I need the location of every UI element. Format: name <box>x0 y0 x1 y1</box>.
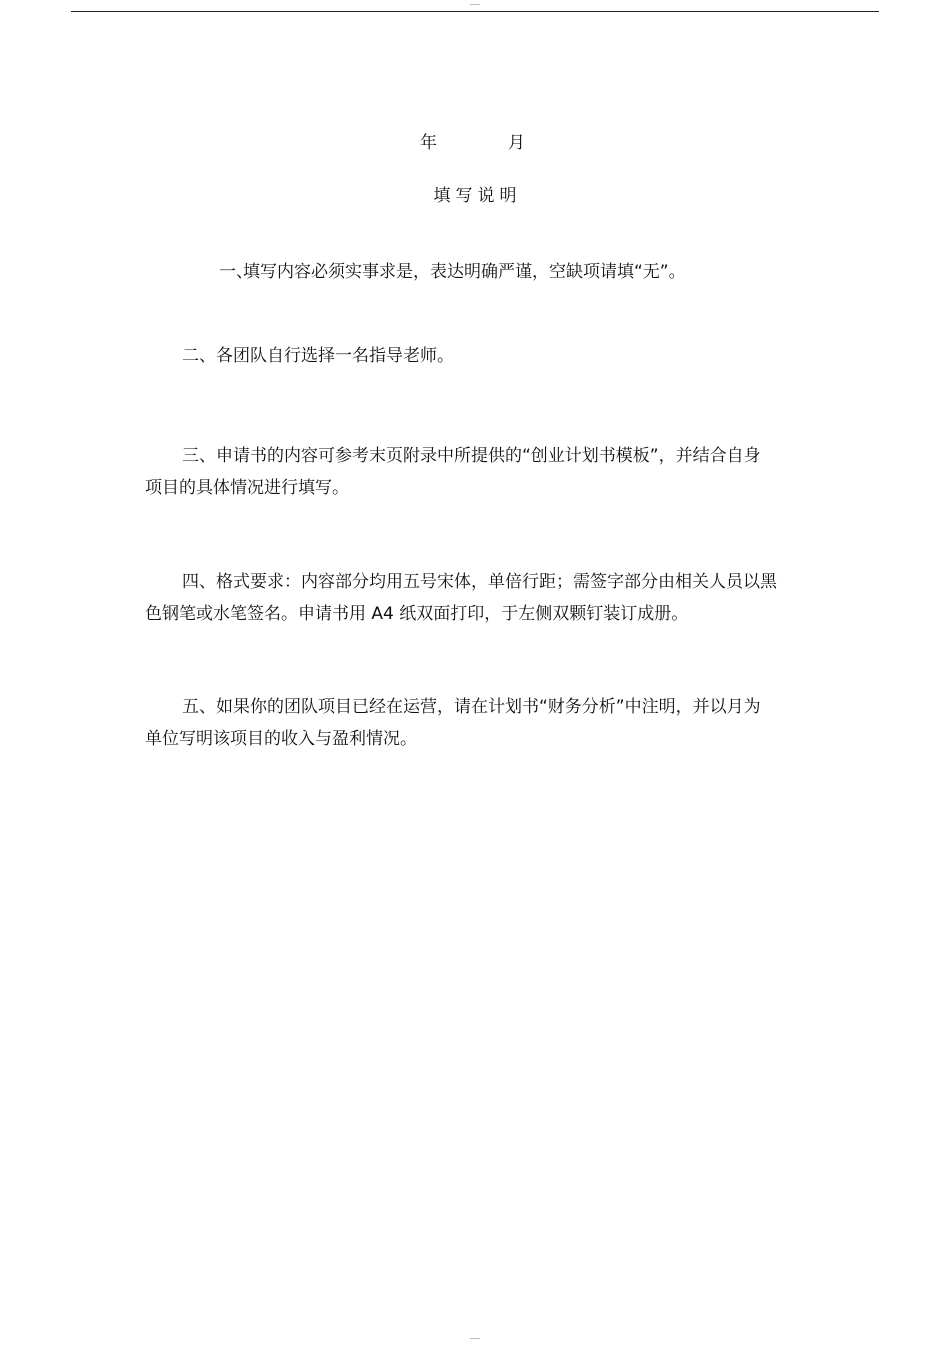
year-label: 年 <box>420 133 437 153</box>
instruction-item-1 <box>145 256 777 288</box>
instruction-item-3: 三、申请书的内容可参考末页附录中所提供的“创业计划书模板”，并结合自身项目的具体情况进行填写。 <box>145 446 761 498</box>
instruction-item-2: 二、各团队自行选择一名指导老师。 <box>182 346 454 366</box>
instruction-item-1-text: 填写内容必须实事求是，表达明确严谨，空缺项请填“无”。 <box>243 262 686 282</box>
footer-marker <box>470 1338 480 1339</box>
instruction-item-4: 四、格式要求：内容部分均用五号宋体，单倍行距；需签字部分由相关人员以黑色钢笔或水笔签名。申请书用 A4 纸双面打印，于左侧双颗钉装订成册。 <box>145 572 777 624</box>
page-title: 填写说明 <box>433 186 522 206</box>
month-label: 月 <box>508 133 525 153</box>
header-rule <box>71 11 879 12</box>
header-marker <box>470 4 480 5</box>
instruction-item-5: 五、如果你的团队项目已经在运营，请在计划书“财务分析”中注明，并以月为单位写明该项目的收入与盈利情况。 <box>145 697 761 749</box>
instruction-item-1-number: 一、 <box>219 262 253 282</box>
